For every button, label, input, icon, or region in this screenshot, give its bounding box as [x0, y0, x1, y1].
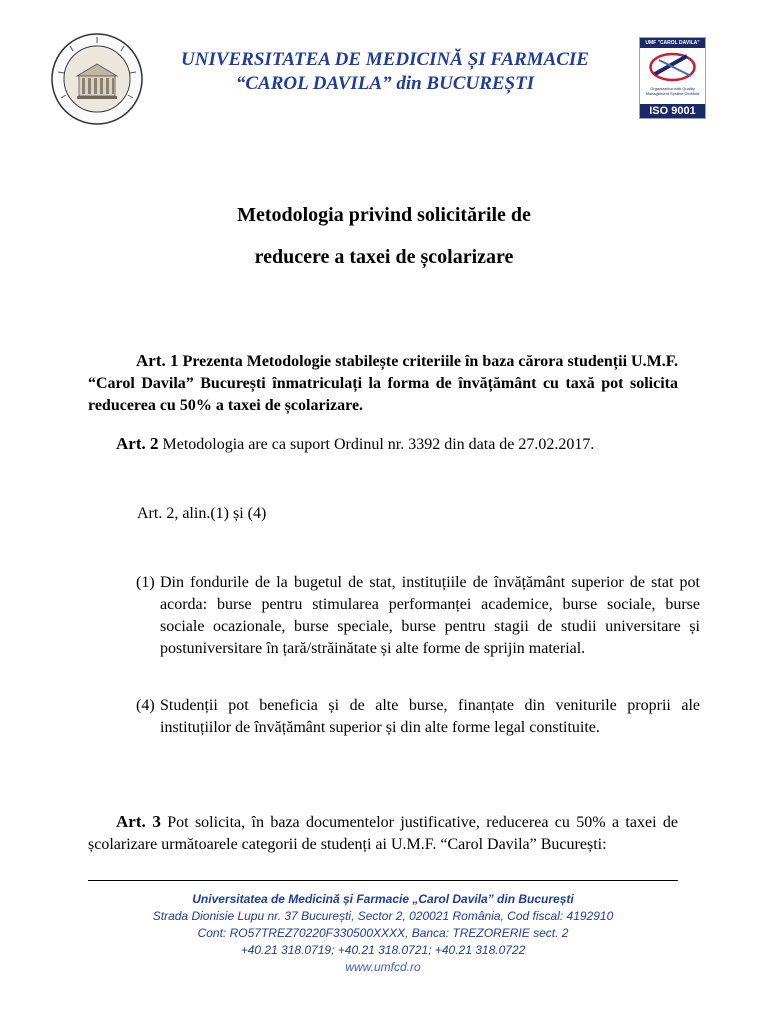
footer-address: Strada Dionisie Lupu nr. 37 București, Sector 2, 020021 România, Cod fiscal: 4192910: [152, 909, 614, 923]
article-1-text: Prezenta Metodologie stabilește criteriile în baza cărora studenții U.M.F. “Carol Davila” București înmatriculați la forma de învățământ cu taxă pot solicita reducerea cu 50% a taxei de școlarizare.: [88, 353, 679, 414]
list-item: [136, 572, 700, 660]
university-name-line1: UNIVERSITATEA DE MEDICINĂ ȘI FARMACIE: [181, 49, 589, 70]
list-item-text: Studenții pot beneficia și de alte burse, finanțate din veniturile proprii ale instituțiilor de învățământ superior și din alte forme legal constituite.: [160, 697, 700, 736]
footer-bank-account: Cont: RO57TREZ70220F330500XXXX, Banca: TREZORERIE sect. 2: [197, 926, 569, 940]
list-item-number: (4): [136, 697, 155, 714]
article-2-text: Metodologia are ca suport Ordinul nr. 3392 din data de 27.02.2017.: [162, 436, 595, 453]
university-name-line2: “CAROL DAVILA” din BUCUREȘTI: [235, 73, 535, 94]
article-2-reference: Art. 2, alin.(1) și (4): [137, 505, 267, 522]
article-2: [116, 433, 676, 456]
iso-label: ISO 9001: [640, 104, 705, 118]
footer-university-name: Universitatea de Medicină și Farmacie „Carol Davila” din București: [192, 892, 574, 906]
document-title-line1: Metodologia privind solicitările de: [237, 204, 531, 226]
cert-header-label: UMF "CAROL DAVILA" BUCUREȘTI: [640, 38, 705, 48]
document-title-line2: reducere a taxei de școlarizare: [254, 246, 514, 268]
article-3-label: Art. 3: [116, 812, 161, 831]
list-item-number: (1): [136, 574, 155, 591]
list-item-text: Din fondurile de la bugetul de stat, instituțiile de învățământ superior de stat pot acorda: burse pentru stimularea performanței academice, burse sociale, burse sociale ocazionale, burse speciale, burse pentru stagii de studii universitare și postuniversitare în țară/străinătate și alte forme de sprijin material.: [160, 574, 700, 657]
certind-iso-9001-icon: [639, 37, 706, 119]
article-1-label: Art. 1: [136, 351, 179, 370]
footer-phone-numbers: +40.21 318.0719; +40.21 318.0721; +40.21 318.0722: [240, 943, 526, 957]
footer-divider: [88, 880, 678, 881]
university-seal-icon: [50, 32, 144, 126]
cert-caption: Organization with Quality Management System Certified: [645, 86, 700, 96]
article-3-text: Pot solicita, în baza documentelor justificative, reducerea cu 50% a taxei de școlarizare următoarele categorii de studenți ai U.M.F. “Carol Davila” București:: [88, 814, 679, 853]
list-item: [136, 695, 700, 739]
article-3: [88, 811, 678, 856]
footer-website-link[interactable]: www.umfcd.ro: [345, 960, 421, 974]
article-2-label: Art. 2: [116, 434, 159, 453]
certind-logo-icon: [647, 50, 698, 84]
article-1: [88, 350, 678, 417]
